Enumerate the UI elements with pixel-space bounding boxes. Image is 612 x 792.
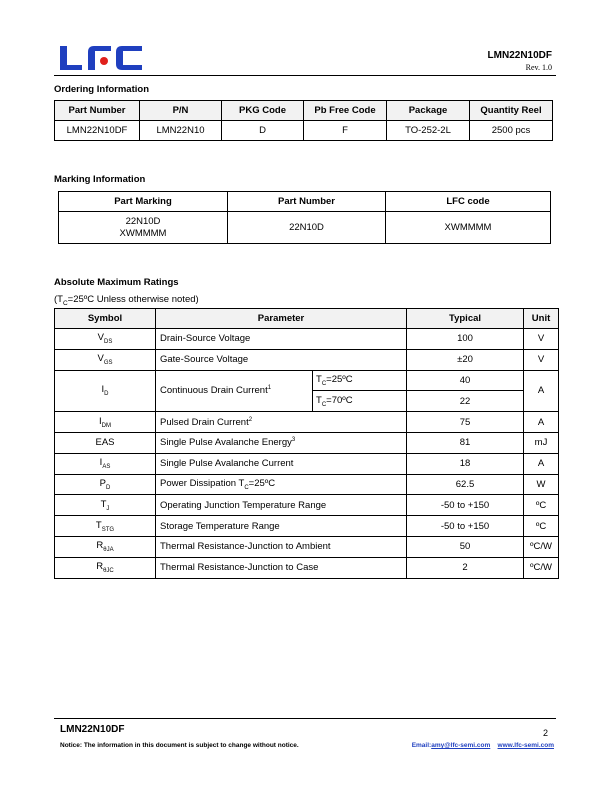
- parameter-cell: Single Pulse Avalanche Current: [156, 453, 407, 474]
- typical-cell: 22: [407, 391, 524, 412]
- footer-part-number: LMN22N10DF: [60, 724, 125, 735]
- typical-cell: 81: [407, 432, 524, 453]
- email-link[interactable]: amy@lfc-semi.com: [431, 742, 491, 749]
- table-cell: F: [304, 121, 387, 141]
- table-row: [55, 370, 559, 391]
- unit-cell: ºC: [524, 516, 559, 537]
- parameter-cell: Thermal Resistance-Junction to Ambient: [156, 536, 407, 557]
- unit-cell: V: [524, 329, 559, 350]
- typical-cell: 62.5: [407, 474, 524, 495]
- table-row: [55, 412, 559, 433]
- column-header: Part Number: [55, 101, 140, 121]
- parameter-cell: Thermal Resistance-Junction to Case: [156, 557, 407, 578]
- unit-cell: W: [524, 474, 559, 495]
- table-cell: XWMMMM: [386, 212, 551, 244]
- column-header: Symbol: [55, 309, 156, 329]
- table-cell: 22N10D: [228, 212, 386, 244]
- table-row: [55, 557, 559, 578]
- column-header: Part Marking: [59, 192, 228, 212]
- marking-table: [58, 191, 551, 244]
- symbol-cell: $V_{DS}$: [55, 329, 156, 350]
- table-cell: D: [222, 121, 304, 141]
- condition-cell: $T_C=25ºC$: [313, 370, 407, 391]
- table-cell: LMN22N10DF: [55, 121, 140, 141]
- symbol-cell: $I_{DM}$: [55, 412, 156, 433]
- unit-cell: A: [524, 370, 559, 412]
- column-header: Package: [387, 101, 470, 121]
- typical-cell: 18: [407, 453, 524, 474]
- table-row: [55, 516, 559, 537]
- table-header-row: [59, 192, 551, 212]
- header-part-number: LMN22N10DF: [487, 50, 552, 61]
- column-header: Quantity Reel: [470, 101, 553, 121]
- unit-cell: V: [524, 349, 559, 370]
- table-header-row: [55, 309, 559, 329]
- part-marking-line1: 22N10D: [125, 215, 161, 227]
- table-row: [59, 212, 551, 244]
- table-row: [55, 495, 559, 516]
- abs-note: ($T_C=25ºC$ Unless otherwise noted): [54, 294, 199, 307]
- header-revision: Rev. 1.0: [525, 63, 552, 72]
- typical-cell: ±20: [407, 349, 524, 370]
- typical-cell: -50 to +150: [407, 495, 524, 516]
- column-header: LFC code: [386, 192, 551, 212]
- part-marking-cell: [59, 212, 228, 244]
- symbol-cell: $I_{AS}$: [55, 453, 156, 474]
- ordering-table: [54, 100, 553, 141]
- abs-max-table: [54, 308, 559, 579]
- typical-cell: 50: [407, 536, 524, 557]
- abs-title: Absolute Maximum Ratings: [54, 277, 179, 288]
- table-row: [55, 349, 559, 370]
- unit-cell: ºC: [524, 495, 559, 516]
- typical-cell: 75: [407, 412, 524, 433]
- table-row: [55, 536, 559, 557]
- table-row: [55, 453, 559, 474]
- header-divider: [54, 75, 556, 76]
- typical-cell: -50 to +150: [407, 516, 524, 537]
- table-cell: 2500 pcs: [470, 121, 553, 141]
- column-header: Part Number: [228, 192, 386, 212]
- email-label: Email:: [411, 742, 432, 749]
- table-row: [55, 121, 553, 141]
- unit-cell: ºC/W: [524, 557, 559, 578]
- symbol-cell: $T_{STG}$: [55, 516, 156, 537]
- page-number: 2: [542, 728, 548, 738]
- symbol-cell: $P_D$: [55, 474, 156, 495]
- unit-cell: A: [524, 412, 559, 433]
- parameter-cell: Pulsed Drain Current$^2$: [156, 412, 407, 433]
- table-row: [55, 432, 559, 453]
- unit-cell: ºC/W: [524, 536, 559, 557]
- website-link[interactable]: www.lfc-semi.com: [497, 742, 554, 749]
- column-header: Pb Free Code: [304, 101, 387, 121]
- symbol-cell: $R_{\theta JC}$: [55, 557, 156, 578]
- unit-cell: mJ: [524, 432, 559, 453]
- column-header: Unit: [524, 309, 559, 329]
- column-header: Typical: [407, 309, 524, 329]
- table-header-row: [55, 101, 553, 121]
- column-header: P/N: [140, 101, 222, 121]
- typical-cell: 40: [407, 370, 524, 391]
- marking-title: Marking Information: [54, 174, 146, 185]
- symbol-cell: $V_{GS}$: [55, 349, 156, 370]
- table-cell: LMN22N10: [140, 121, 222, 141]
- condition-cell: $T_C=70ºC$: [313, 391, 407, 412]
- parameter-cell: Gate-Source Voltage: [156, 349, 407, 370]
- table-row: [55, 329, 559, 350]
- symbol-cell: EAS: [55, 432, 156, 453]
- footer-contact: [412, 742, 554, 749]
- lfc-logo: [58, 44, 144, 72]
- parameter-cell: Operating Junction Temperature Range: [156, 495, 407, 516]
- part-marking-line2: XWMMMM: [119, 227, 167, 239]
- symbol-cell: $R_{\theta JA}$: [55, 536, 156, 557]
- column-header: Parameter: [156, 309, 407, 329]
- table-cell: TO-252-2L: [387, 121, 470, 141]
- footer-divider: [54, 718, 556, 719]
- footer-notice: Notice: The information in this document is subject to change without notice.: [60, 742, 299, 749]
- parameter-cell: Single Pulse Avalanche Energy$^3$: [156, 432, 407, 453]
- parameter-cell: Power Dissipation $T_C=25ºC$: [156, 474, 407, 495]
- table-row: [55, 474, 559, 495]
- ordering-title: Ordering Information: [54, 84, 149, 95]
- symbol-cell: $T_J$: [55, 495, 156, 516]
- column-header: PKG Code: [222, 101, 304, 121]
- parameter-cell: Storage Temperature Range: [156, 516, 407, 537]
- symbol-cell: $I_D$: [55, 370, 156, 412]
- typical-cell: 2: [407, 557, 524, 578]
- parameter-cell: Continuous Drain Current$^1$: [156, 370, 313, 412]
- parameter-cell: Drain-Source Voltage: [156, 329, 407, 350]
- typical-cell: 100: [407, 329, 524, 350]
- unit-cell: A: [524, 453, 559, 474]
